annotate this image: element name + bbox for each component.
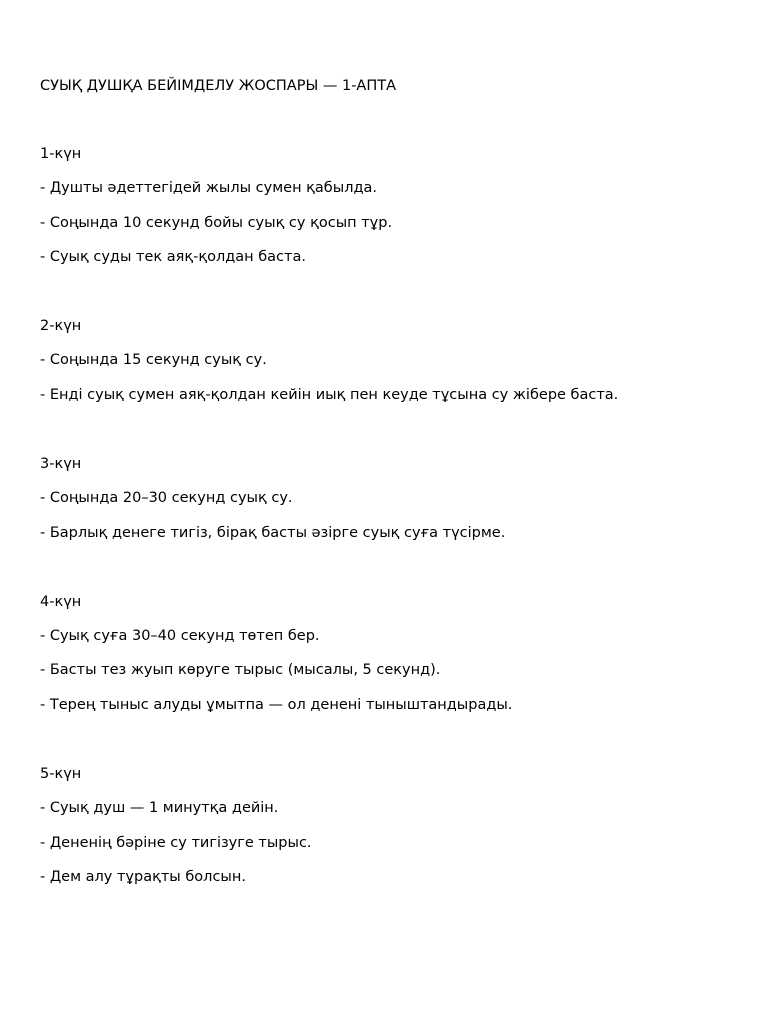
day-4-item-1: - Суық суға 30–40 секунд төтеп бер.: [40, 628, 320, 644]
day-4-item-2: - Басты тез жуып көруге тырыс (мысалы, 5 секунд).: [40, 662, 441, 678]
document-title: СУЫҚ ДУШҚА БЕЙІМДЕЛУ ЖОСПАРЫ — 1-АПТА: [40, 78, 397, 94]
day-5-item-3: - Дем алу тұрақты болсын.: [40, 869, 246, 885]
day-1-item-3: - Суық суды тек аяқ-қолдан баста.: [40, 249, 306, 265]
day-4-heading: 4-күн: [40, 594, 82, 610]
day-5-heading: 5-күн: [40, 766, 82, 782]
day-5-item-2: - Дененің бәріне су тигізуге тырыс.: [40, 835, 312, 851]
day-1-item-2: - Соңында 10 секунд бойы суық су қосып тұр.: [40, 215, 393, 231]
day-1-heading: 1-күн: [40, 146, 82, 162]
day-5-item-1: - Суық душ — 1 минутқа дейін.: [40, 800, 279, 816]
day-2-heading: 2-күн: [40, 318, 82, 334]
day-3-item-1: - Соңында 20–30 секунд суық су.: [40, 490, 293, 506]
day-3-heading: 3-күн: [40, 456, 82, 472]
day-4-item-3: - Терең тыныс алуды ұмытпа — ол денені тыныштандырады.: [40, 697, 513, 713]
day-2-item-1: - Соңында 15 секунд суық су.: [40, 352, 267, 368]
day-1-item-1: - Душты әдеттегідей жылы сумен қабылда.: [40, 180, 377, 196]
day-3-item-2: - Барлық денеге тигіз, бірақ басты әзірге суық суға түсірме.: [40, 525, 506, 541]
day-2-item-2: - Енді суық сумен аяқ-қолдан кейін иық пен кеуде тұсына су жібере баста.: [40, 387, 619, 403]
